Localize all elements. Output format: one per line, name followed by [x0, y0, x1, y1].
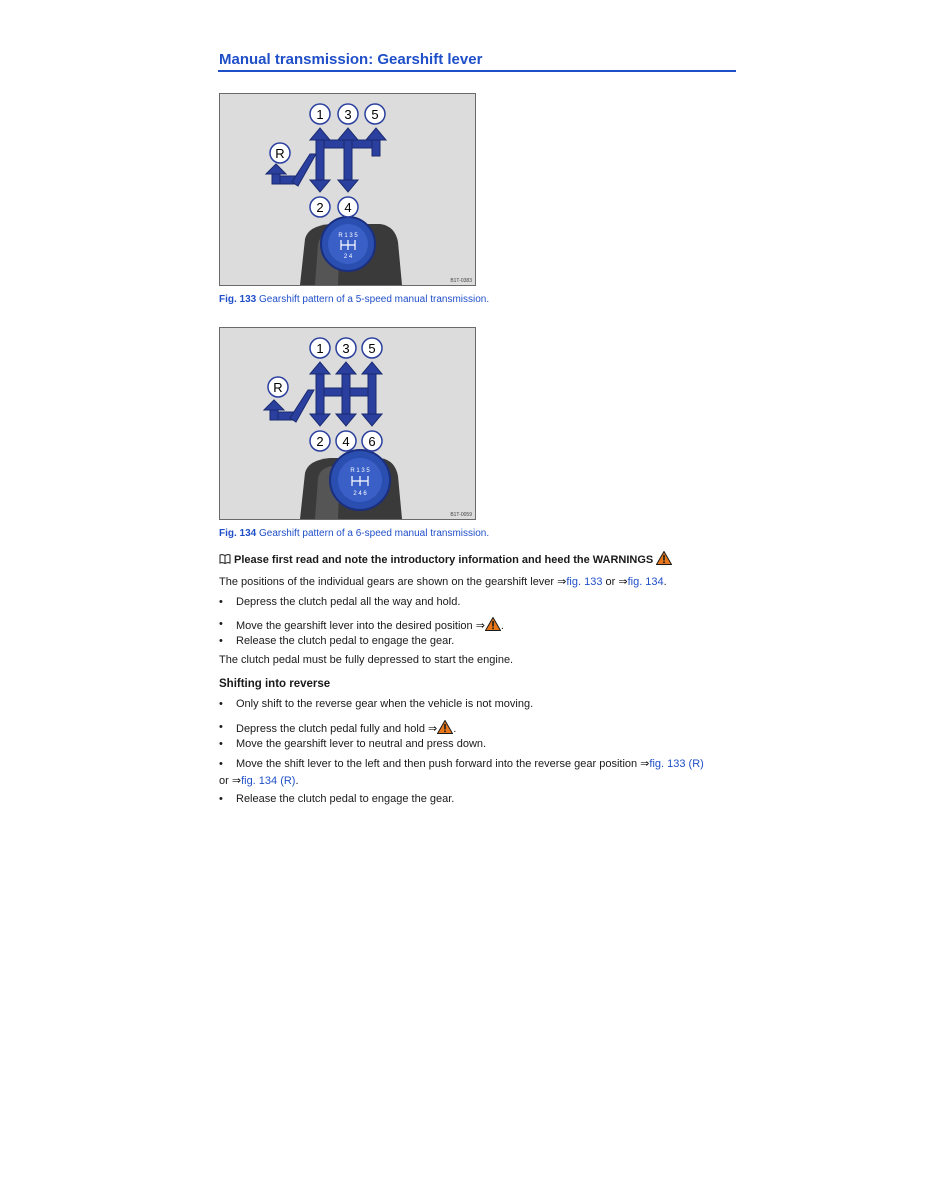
- knob-top-label: R 1 3 5: [338, 233, 358, 239]
- intro-heading-text: Please first read and note the introductory information and heed the WARNINGS: [234, 554, 654, 566]
- bullet-dot: •: [219, 793, 223, 805]
- bullet-dot: •: [219, 738, 223, 750]
- bullet-dot: •: [219, 618, 223, 630]
- knob-bottom-label: 2 4: [343, 254, 353, 260]
- figure-caption-text: Gearshift pattern of a 6-speed manual transmission.: [259, 528, 490, 539]
- gear-label-2: 2: [316, 200, 324, 215]
- fig-134-link[interactable]: fig. 134: [627, 576, 664, 588]
- knob-top-label: R 1 3 5: [350, 468, 370, 474]
- gearshift-pattern-6-speed-image: [220, 328, 475, 519]
- gearshift-pattern-5-speed-image: [220, 94, 475, 285]
- bullet-dot: •: [219, 721, 223, 733]
- figure-caption-134: [219, 528, 489, 539]
- figure-code: B1T-0383: [450, 278, 472, 284]
- gear-label-1: 1: [316, 107, 324, 122]
- gear-label-3: 3: [344, 107, 352, 122]
- page-title: Manual transmission: Gearshift lever: [219, 51, 483, 68]
- bullet-dot: •: [219, 758, 223, 770]
- book-icon: [219, 554, 231, 569]
- figure-label: Fig. 134: [219, 528, 257, 539]
- gear-label-5: 5: [368, 341, 376, 356]
- fig-133-link[interactable]: fig. 133: [566, 576, 603, 588]
- bullet-dot: •: [219, 635, 223, 647]
- fig-134-r-link[interactable]: fig. 134 (R): [241, 775, 296, 787]
- figure-133: [219, 93, 476, 286]
- intro-heading: [219, 551, 672, 570]
- bullet-dot: •: [219, 596, 223, 608]
- gear-label-3: 3: [342, 341, 350, 356]
- warning-icon: [656, 551, 672, 570]
- fig-133-r-link[interactable]: fig. 133 (R): [649, 758, 704, 770]
- gear-label-6: 6: [368, 434, 376, 449]
- gear-label-4: 4: [342, 434, 350, 449]
- bullet-dot: •: [219, 698, 223, 710]
- figure-label: Fig. 133: [219, 294, 257, 305]
- figure-code: B1T-0059: [450, 512, 472, 518]
- warning-icon[interactable]: [485, 617, 501, 636]
- figure-caption-text: Gearshift pattern of a 5-speed manual transmission.: [259, 294, 490, 305]
- reverse-heading: Shifting into reverse: [219, 678, 331, 690]
- gear-label-reverse: R: [275, 146, 285, 161]
- figure-134: [219, 327, 476, 520]
- positions-paragraph: The positions of the individual gears are shown on the gearshift lever ⇒fig. 133 or ⇒fig. 134.: [219, 576, 667, 588]
- gear-label-reverse: R: [273, 380, 283, 395]
- gear-label-4: 4: [344, 200, 352, 215]
- gear-label-1: 1: [316, 341, 324, 356]
- knob-bottom-label: 2 4 6: [353, 491, 367, 497]
- figure-caption-133: [219, 294, 489, 305]
- gear-label-5: 5: [371, 107, 379, 122]
- title-divider: [218, 70, 736, 72]
- reverse-continuation: or ⇒fig. 134 (R).: [219, 775, 299, 787]
- gear-label-2: 2: [316, 434, 324, 449]
- clutch-note: The clutch pedal must be fully depressed to start the engine.: [219, 654, 514, 666]
